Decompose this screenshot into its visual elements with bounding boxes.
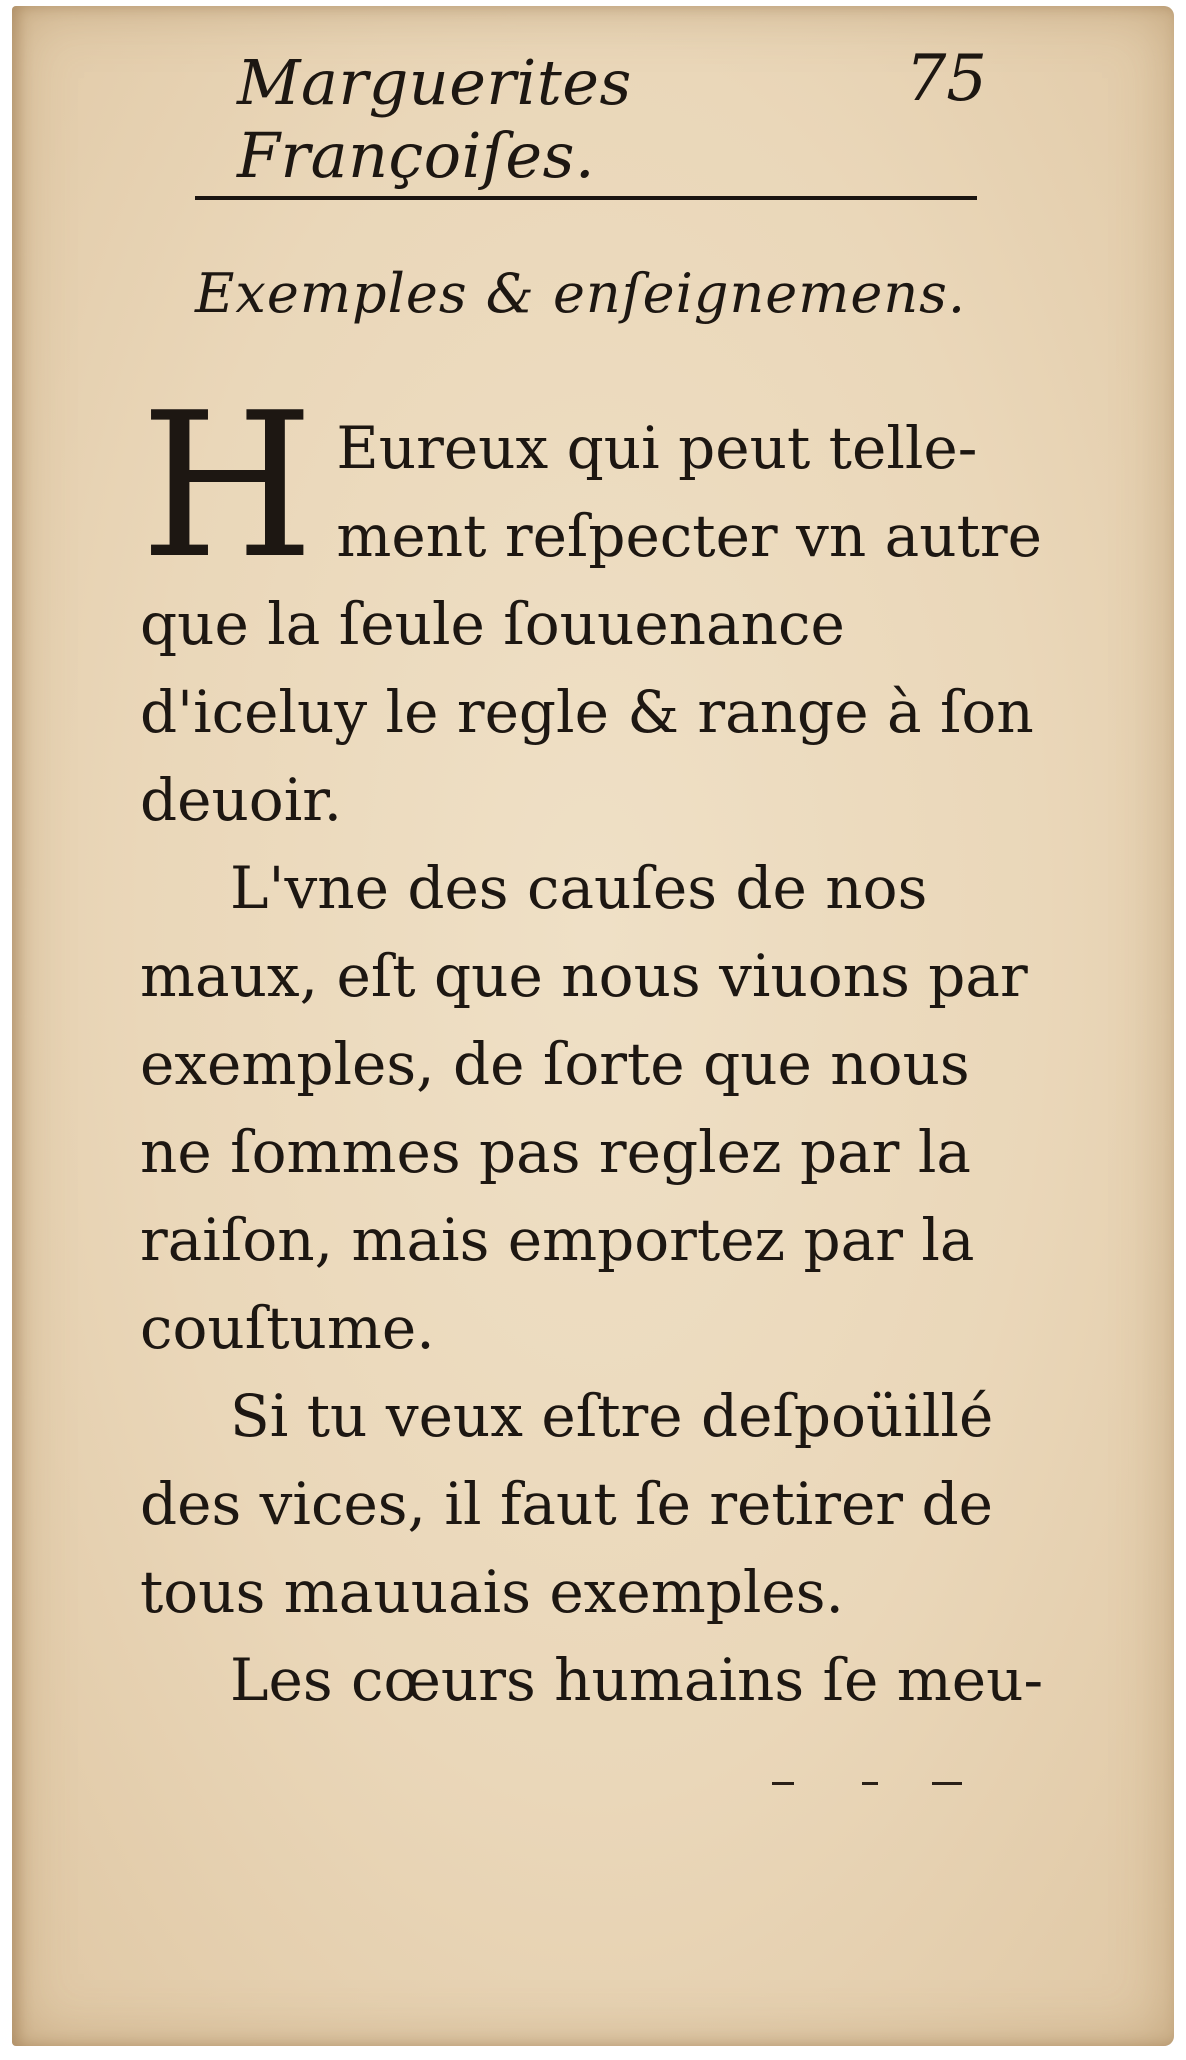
paragraph-1-text: Eureux qui peut telle-ment reſpecter vn autre que la ſeule ſouuenance d'iceluy le regle & range à ſon deuoir. [140, 414, 1042, 834]
paragraph-1 [140, 370, 1052, 844]
running-head [227, 42, 987, 192]
page-bottom-marks [772, 1782, 1032, 1792]
paragraph-2: L'vne des cauſes de nos maux, eſt que nous viuons par exemples, de ſorte que nous ne ſommes pas reglez par la raiſon, mais emportez par la couſtume. [140, 854, 1028, 1362]
paragraph-3: Si tu veux eſtre deſpoüillé des vices, il faut ſe retirer de tous mauuais exemples. [140, 1382, 994, 1626]
drop-cap: H [140, 370, 315, 603]
body-text [140, 370, 1052, 1724]
page-number: 75 [905, 42, 987, 116]
running-head-title: Marguerites Françoiſes. [237, 46, 632, 192]
paragraph-4: Les cœurs humains ſe meu- [230, 1646, 1044, 1714]
section-title: Exemples & enſeignemens. [195, 262, 967, 325]
header-rule [195, 196, 977, 200]
book-page [12, 6, 1174, 2046]
